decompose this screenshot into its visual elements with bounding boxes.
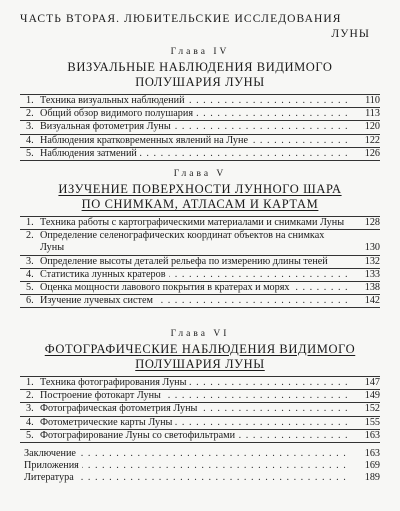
entry-title: Оценка мощности лавового покрытия в кратерах и морях bbox=[40, 282, 293, 293]
entry-page: 152 bbox=[364, 403, 380, 415]
entry-number: 2. bbox=[26, 230, 34, 242]
chapter-title-line: ПОЛУШАРИЯ ЛУНЫ bbox=[135, 75, 265, 89]
entry-number: 3. bbox=[26, 403, 34, 415]
entry-page: 163 bbox=[364, 448, 380, 459]
toc-entry[interactable] bbox=[20, 430, 380, 443]
chapter-label: Глава VI bbox=[170, 329, 230, 339]
entry-page: 132 bbox=[364, 255, 380, 267]
entry-title: Определение высоты деталей рельефа по измерению длины теней bbox=[40, 256, 331, 267]
toc-entry[interactable] bbox=[20, 121, 380, 134]
toc-entry[interactable] bbox=[20, 295, 380, 308]
entry-title: Наблюдения кратковременных явлений на Луне bbox=[40, 135, 251, 146]
toc-entry[interactable] bbox=[20, 417, 380, 430]
entry-number: 5. bbox=[26, 282, 34, 294]
entry-number: 1. bbox=[26, 217, 34, 228]
entry-page: 138 bbox=[364, 282, 380, 294]
chapter-title-line: ФОТОГРАФИЧЕСКИЕ НАБЛЮДЕНИЯ ВИДИМОГО bbox=[44, 342, 356, 356]
entry-number: 5. bbox=[26, 147, 34, 159]
entry-title: Литература bbox=[24, 472, 77, 483]
entry-page: 133 bbox=[364, 268, 380, 280]
toc-entry[interactable] bbox=[20, 230, 380, 255]
entry-title: Визуальная фотометрия Луны bbox=[40, 121, 174, 132]
toc-entry[interactable] bbox=[20, 148, 380, 161]
entry-title: Наблюдения затмений bbox=[40, 148, 140, 159]
entry-title: Заключение bbox=[24, 448, 79, 459]
entry-page: 189 bbox=[364, 472, 380, 484]
chapter-5 bbox=[20, 168, 380, 308]
entry-number: 6. bbox=[26, 295, 34, 307]
toc-entry[interactable] bbox=[20, 108, 380, 121]
entry-title: Приложения bbox=[24, 460, 82, 471]
chapter-title-line: ПОЛУШАРИЯ ЛУНЫ bbox=[135, 357, 265, 371]
entry-number: 5. bbox=[26, 429, 34, 441]
chapter-entries bbox=[20, 216, 380, 308]
toc-entry[interactable] bbox=[20, 472, 380, 484]
toc-entry[interactable] bbox=[20, 390, 380, 403]
toc-entry[interactable] bbox=[20, 269, 380, 282]
entry-title: Фотографирование Луны со светофильтрами bbox=[40, 430, 238, 441]
entry-title: Техника визуальных наблюдений bbox=[40, 95, 188, 106]
entry-title: Статистика лунных кратеров bbox=[40, 269, 169, 280]
toc-entry[interactable] bbox=[20, 403, 380, 416]
toc-entry[interactable] bbox=[20, 460, 380, 472]
entry-number: 4. bbox=[26, 268, 34, 280]
entry-page: 142 bbox=[364, 295, 380, 307]
toc-entry[interactable] bbox=[20, 135, 380, 148]
entry-page: 149 bbox=[364, 390, 380, 402]
entry-page: 147 bbox=[364, 377, 380, 388]
entry-page: 169 bbox=[364, 460, 380, 472]
chapter-4 bbox=[20, 46, 380, 161]
entry-title: Фотометрические карты Луны bbox=[40, 417, 175, 428]
entry-page: 122 bbox=[364, 134, 380, 146]
chapter-label: Глава IV bbox=[170, 47, 230, 57]
entry-page: 110 bbox=[365, 95, 380, 106]
entry-page: 120 bbox=[364, 121, 380, 133]
entry-title: Построение фотокарт Луны bbox=[40, 390, 164, 401]
chapter-title-line: ПО СНИМКАМ, АТЛАСАМ И КАРТАМ bbox=[81, 197, 319, 211]
entry-number: 2. bbox=[26, 390, 34, 402]
entry-number: 3. bbox=[26, 255, 34, 267]
toc-entry[interactable] bbox=[20, 256, 380, 269]
entry-page: 113 bbox=[365, 108, 380, 120]
chapter-label: Глава V bbox=[173, 169, 227, 179]
entry-number: 2. bbox=[26, 108, 34, 120]
entry-number: 1. bbox=[26, 95, 34, 106]
entry-number: 4. bbox=[26, 134, 34, 146]
entry-page: 155 bbox=[364, 416, 380, 428]
chapter-title bbox=[20, 182, 380, 212]
toc-entry[interactable] bbox=[20, 377, 380, 390]
entry-title: Общий обзор видимого полушария bbox=[40, 108, 196, 119]
entry-number: 3. bbox=[26, 121, 34, 133]
entry-title: Техника фотографирования Луны bbox=[40, 377, 189, 388]
chapter-title bbox=[20, 60, 380, 90]
entry-title: Фотографическая фотометрия Луны bbox=[40, 403, 200, 414]
entry-number: 4. bbox=[26, 416, 34, 428]
chapter-title-line: ИЗУЧЕНИЕ ПОВЕРХНОСТИ ЛУННОГО ШАРА bbox=[58, 182, 342, 196]
toc-entry[interactable] bbox=[20, 217, 380, 230]
entry-page: 163 bbox=[364, 429, 380, 441]
entry-page: 126 bbox=[364, 147, 380, 159]
chapter-entries bbox=[20, 376, 380, 443]
chapter-title-line: ВИЗУАЛЬНЫЕ НАБЛЮДЕНИЯ ВИДИМОГО bbox=[67, 60, 333, 74]
entry-title: Изучение лучевых систем bbox=[40, 295, 156, 306]
entry-number: 1. bbox=[26, 377, 34, 388]
part-title-line2: ЛУНЫ bbox=[331, 28, 370, 40]
part-title-line1: ЧАСТЬ ВТОРАЯ. ЛЮБИТЕЛЬСКИЕ ИССЛЕДОВАНИЯ bbox=[20, 13, 342, 25]
part-title bbox=[20, 12, 380, 42]
entry-title: Техника работы с картографическими материалами и снимками Луны bbox=[40, 217, 347, 228]
chapter-6 bbox=[20, 328, 380, 443]
entry-page: 130 bbox=[364, 242, 380, 254]
entry-title: Определение селенографических координат объектов на снимках Луны bbox=[40, 230, 325, 254]
backmatter bbox=[20, 448, 380, 485]
entry-page: 128 bbox=[364, 217, 380, 228]
toc-entry[interactable] bbox=[20, 448, 380, 460]
toc-entry[interactable] bbox=[20, 95, 380, 108]
chapter-title bbox=[20, 342, 380, 372]
toc-entry[interactable] bbox=[20, 282, 380, 295]
chapter-entries bbox=[20, 94, 380, 161]
